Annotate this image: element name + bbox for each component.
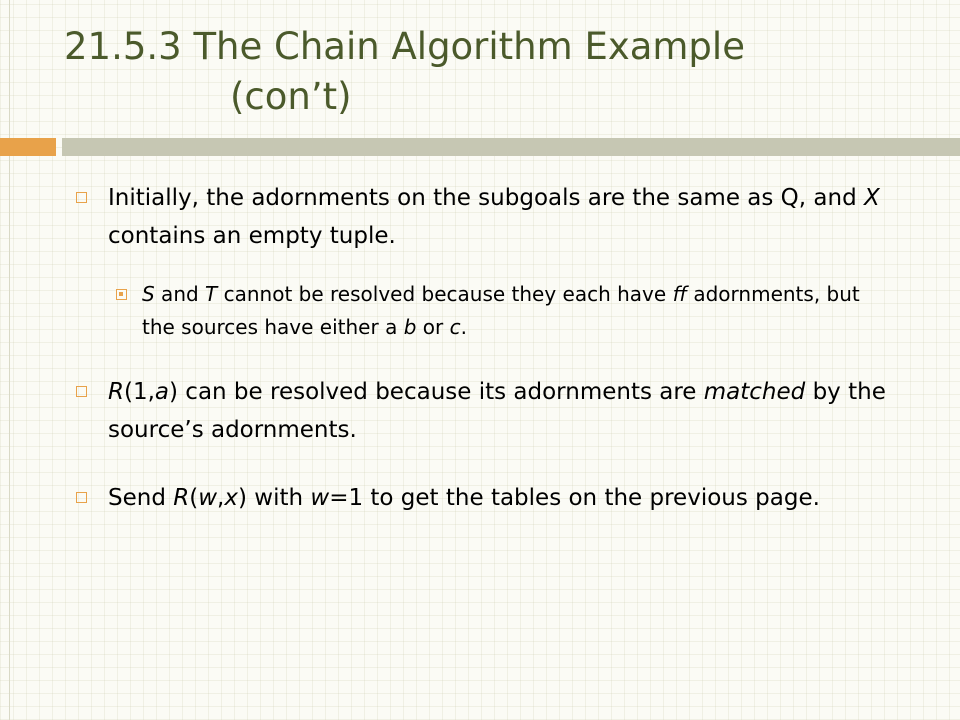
bullet-2-segment: b xyxy=(403,315,417,339)
bullet-item-2 xyxy=(116,278,886,344)
bullet-1-segment: X xyxy=(864,185,880,211)
bullet-2-segment: cannot be resolved because they each have xyxy=(217,282,673,306)
left-margin-line xyxy=(9,0,10,720)
bullet-3-segment: by the source’s adornments. xyxy=(108,379,886,443)
bullet-1-segment: contains an empty tuple. xyxy=(108,223,396,249)
header-divider-bar xyxy=(62,138,960,156)
bullet-text-1 xyxy=(76,179,886,255)
bullet-2-segment: c xyxy=(449,315,461,339)
bullet-4-segment: ) with xyxy=(237,485,311,511)
bullet-3-segment: R xyxy=(108,379,124,405)
bullet-1-segment: Initially, the adornments on the subgoals are the same as Q, and xyxy=(108,185,864,211)
square-outline-bullet-icon xyxy=(76,192,87,203)
bullet-3-segment: matched xyxy=(703,379,806,405)
bullet-text-3 xyxy=(76,373,886,449)
bullet-3-segment: (1, xyxy=(123,379,155,405)
slide-title-line1: 21.5.3 The Chain Algorithm Example xyxy=(64,25,745,68)
square-outline-bullet-icon xyxy=(76,386,87,397)
bullet-2-segment: T xyxy=(205,282,218,306)
slide-title xyxy=(64,22,944,122)
bullet-4-segment: w xyxy=(198,485,218,511)
bullet-text-4 xyxy=(76,479,886,517)
bullet-text-2 xyxy=(116,278,886,344)
bullet-item-1 xyxy=(76,179,886,255)
bullet-3-segment: ) can be resolved because its adornments are xyxy=(169,379,704,405)
bullet-item-3 xyxy=(76,373,886,449)
bullet-2-segment: or xyxy=(416,315,450,339)
bullet-3-segment: a xyxy=(154,379,170,405)
bullet-2-segment: and xyxy=(154,282,206,306)
bullet-item-4 xyxy=(76,479,886,517)
bullet-2-segment: ff xyxy=(672,282,687,306)
bullet-4-segment: , xyxy=(217,485,225,511)
bullet-4-segment: w xyxy=(310,485,330,511)
square-outline-bullet-icon xyxy=(76,492,87,503)
bullet-4-segment: ( xyxy=(189,485,199,511)
bullet-2-segment: S xyxy=(142,282,155,306)
square-filled-bullet-icon xyxy=(116,289,127,300)
bullet-4-segment: =1 to get the tables on the previous page. xyxy=(329,485,820,511)
bullet-4-segment: Send xyxy=(108,485,174,511)
bullet-4-segment: R xyxy=(173,485,190,511)
bullet-4-segment: x xyxy=(224,485,238,511)
bullet-2-segment: adornments, but the sources have either a xyxy=(142,282,860,339)
header-accent-bar xyxy=(0,138,56,156)
slide-title-line2: (con’t) xyxy=(230,75,352,118)
bullet-2-segment: . xyxy=(460,315,467,339)
